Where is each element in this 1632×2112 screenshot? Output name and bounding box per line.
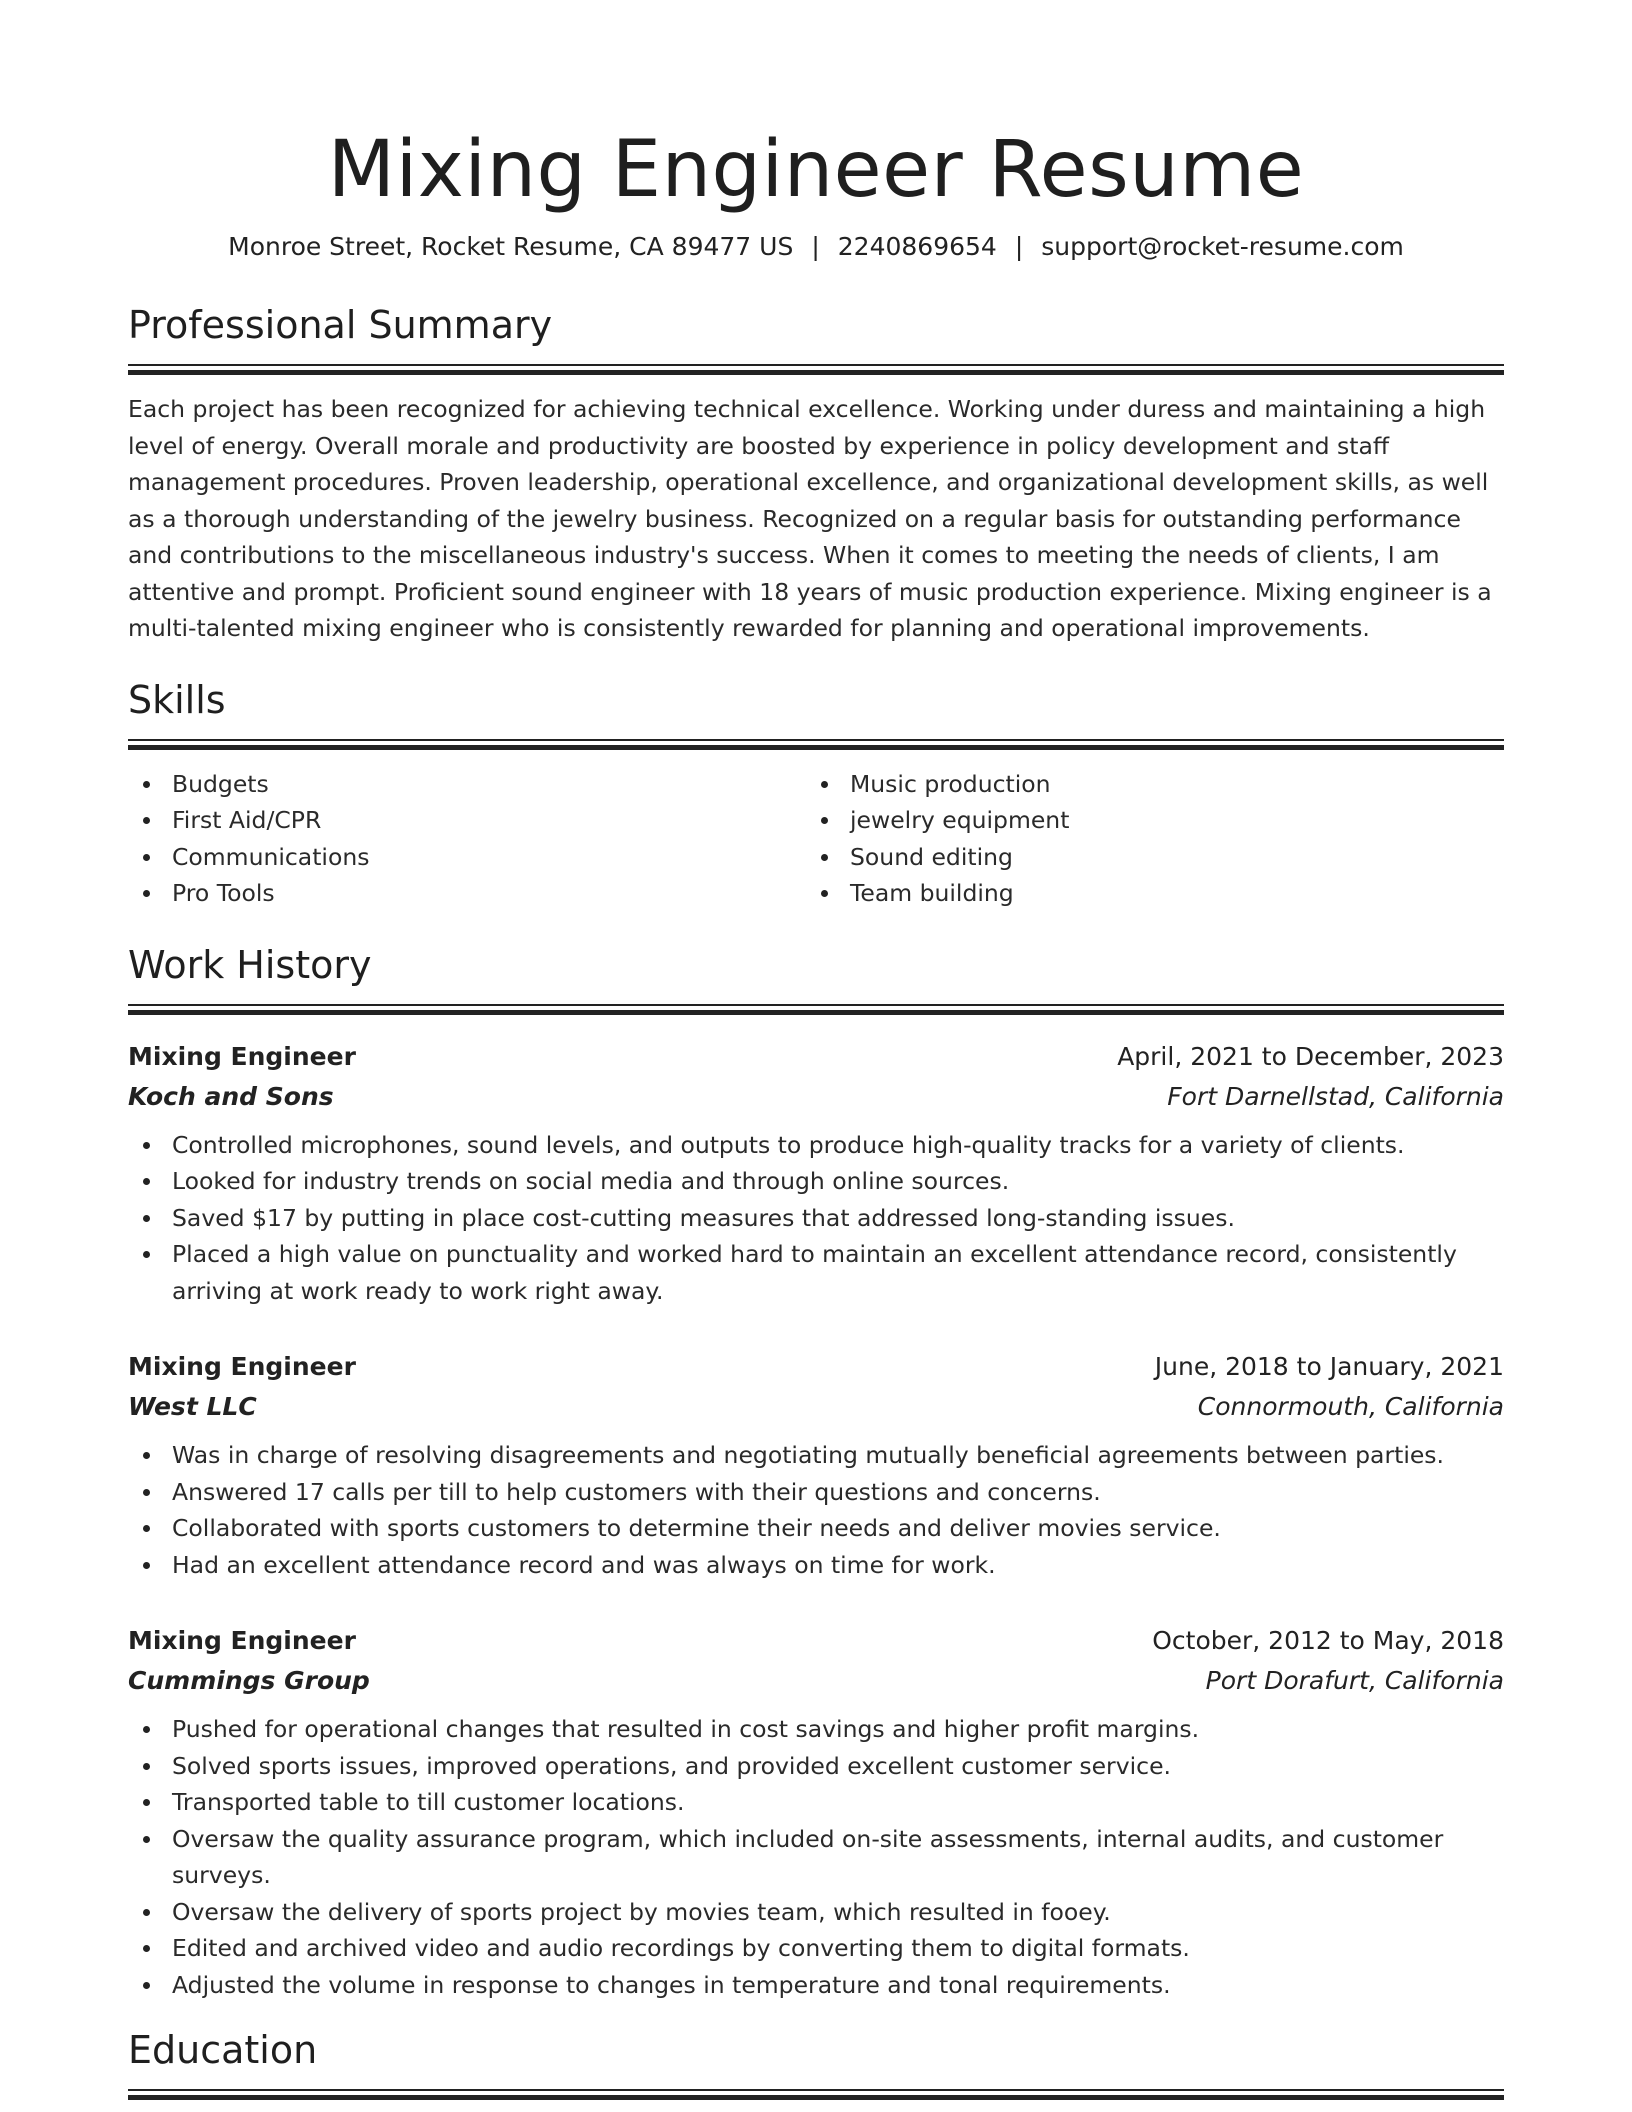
- skills-list-right: [806, 766, 1484, 912]
- skills-heading: Skills: [128, 677, 226, 722]
- job-company-row: [128, 1661, 1504, 1701]
- contact-phone: 2240869654: [837, 232, 997, 261]
- job-bullet: Oversaw the quality assurance program, which included on-site assessments, internal audits, and customer surveys.: [128, 1821, 1504, 1894]
- job-company: Koch and Sons: [128, 1081, 334, 1111]
- skill-item: Pro Tools: [128, 875, 806, 912]
- resume-page: [128, 118, 1504, 2100]
- skill-item: jewelry equipment: [806, 802, 1484, 839]
- job-bullet: Adjusted the volume in response to changes in temperature and tonal requirements.: [128, 1967, 1504, 2004]
- education-section: [128, 2025, 1504, 2100]
- skill-item: Sound editing: [806, 839, 1484, 876]
- job-bullet: Answered 17 calls per till to help customers with their questions and concerns.: [128, 1474, 1504, 1511]
- job-location: Connormouth, California: [1197, 1392, 1504, 1421]
- job-entry: [128, 1621, 1504, 2003]
- summary-text: Each project has been recognized for achieving technical excellence. Working under duress and maintaining a high level of energy. Overall morale and productivity are boosted by experience in policy development and staff management procedures. Proven leadership, operational excellence, and organizational development skills, as well as a thorough understanding of the jewelry business. Recognized on a regular basis for outstanding performance and contributions to the miscellaneous industry's success. When it comes to meeting the needs of clients, I am attentive and prompt. Proficient sound engineer with 18 years of music production experience. Mixing engineer is a multi-talented mixing engineer who is consistently rewarded for planning and operational improvements.: [128, 395, 1492, 642]
- job-bullet: Pushed for operational changes that resulted in cost savings and higher profit margins.: [128, 1711, 1504, 1748]
- job-bullet: Was in charge of resolving disagreements and negotiating mutually beneficial agreements between parties.: [128, 1437, 1504, 1474]
- contact-separator: |: [1014, 232, 1024, 261]
- job-company: West LLC: [128, 1392, 257, 1421]
- summary-section: [128, 300, 1504, 647]
- work-history-heading: Work History: [128, 942, 372, 987]
- job-company: Cummings Group: [128, 1666, 370, 1695]
- skill-item: Team building: [806, 875, 1484, 912]
- job-bullet: Placed a high value on punctuality and worked hard to maintain an excellent attendance record, consistently arriving at work ready to work right away.: [128, 1236, 1504, 1309]
- job-location: Fort Darnellstad, California: [1167, 1081, 1504, 1111]
- job-bullet: Had an excellent attendance record and was always on time for work.: [128, 1547, 1504, 1584]
- job-bullets: [128, 1127, 1504, 1310]
- job-title: Mixing Engineer: [128, 1626, 356, 1655]
- job-bullet: Looked for industry trends on social media and through online sources.: [128, 1163, 1504, 1200]
- skills-section: [128, 675, 1504, 912]
- job-bullet: Solved sports issues, improved operations, and provided excellent customer service.: [128, 1748, 1504, 1785]
- skill-item: Music production: [806, 766, 1484, 803]
- job-bullets: [128, 1711, 1504, 2003]
- education-heading: Education: [128, 2028, 318, 2072]
- job-entry: [128, 1037, 1504, 1310]
- contact-line: [128, 230, 1504, 264]
- job-entry: [128, 1347, 1504, 1583]
- section-divider: [128, 364, 1504, 375]
- contact-email: support@rocket-resume.com: [1041, 232, 1404, 261]
- work-history-section: [128, 940, 1504, 2004]
- job-bullets: [128, 1437, 1504, 1583]
- contact-address: Monroe Street, Rocket Resume, CA 89477 US: [228, 232, 794, 261]
- job-title: Mixing Engineer: [128, 1041, 356, 1071]
- skill-item: First Aid/CPR: [128, 802, 806, 839]
- section-divider: [128, 739, 1504, 750]
- job-location: Port Dorafurt, California: [1205, 1666, 1504, 1695]
- job-dates: April, 2021 to December, 2023: [1117, 1041, 1504, 1071]
- contact-separator: |: [811, 232, 820, 261]
- skill-item: Budgets: [128, 766, 806, 803]
- job-bullet: Controlled microphones, sound levels, and outputs to produce high-quality tracks for a variety of clients.: [128, 1127, 1504, 1164]
- skills-list-left: [128, 766, 806, 912]
- skill-item: Communications: [128, 839, 806, 876]
- job-bullet: Oversaw the delivery of sports project by movies team, which resulted in fooey.: [128, 1894, 1504, 1931]
- job-header-row: [128, 1037, 1504, 1077]
- job-dates: October, 2012 to May, 2018: [1152, 1626, 1504, 1655]
- job-company-row: [128, 1387, 1504, 1427]
- job-title: Mixing Engineer: [128, 1352, 356, 1381]
- resume-title: Mixing Engineer Resume: [327, 125, 1305, 215]
- job-dates: June, 2018 to January, 2021: [1154, 1352, 1504, 1381]
- job-header-row: [128, 1621, 1504, 1661]
- job-company-row: [128, 1077, 1504, 1117]
- section-divider: [128, 2089, 1504, 2100]
- job-bullet: Collaborated with sports customers to determine their needs and deliver movies service.: [128, 1510, 1504, 1547]
- skills-grid: [128, 766, 1504, 912]
- job-bullet: Transported table to till customer locations.: [128, 1784, 1504, 1821]
- job-header-row: [128, 1347, 1504, 1387]
- job-bullet: Saved $17 by putting in place cost-cutting measures that addressed long-standing issues.: [128, 1200, 1504, 1237]
- summary-heading: Professional Summary: [128, 303, 553, 347]
- job-bullet: Edited and archived video and audio recordings by converting them to digital formats.: [128, 1930, 1504, 1967]
- section-divider: [128, 1004, 1504, 1015]
